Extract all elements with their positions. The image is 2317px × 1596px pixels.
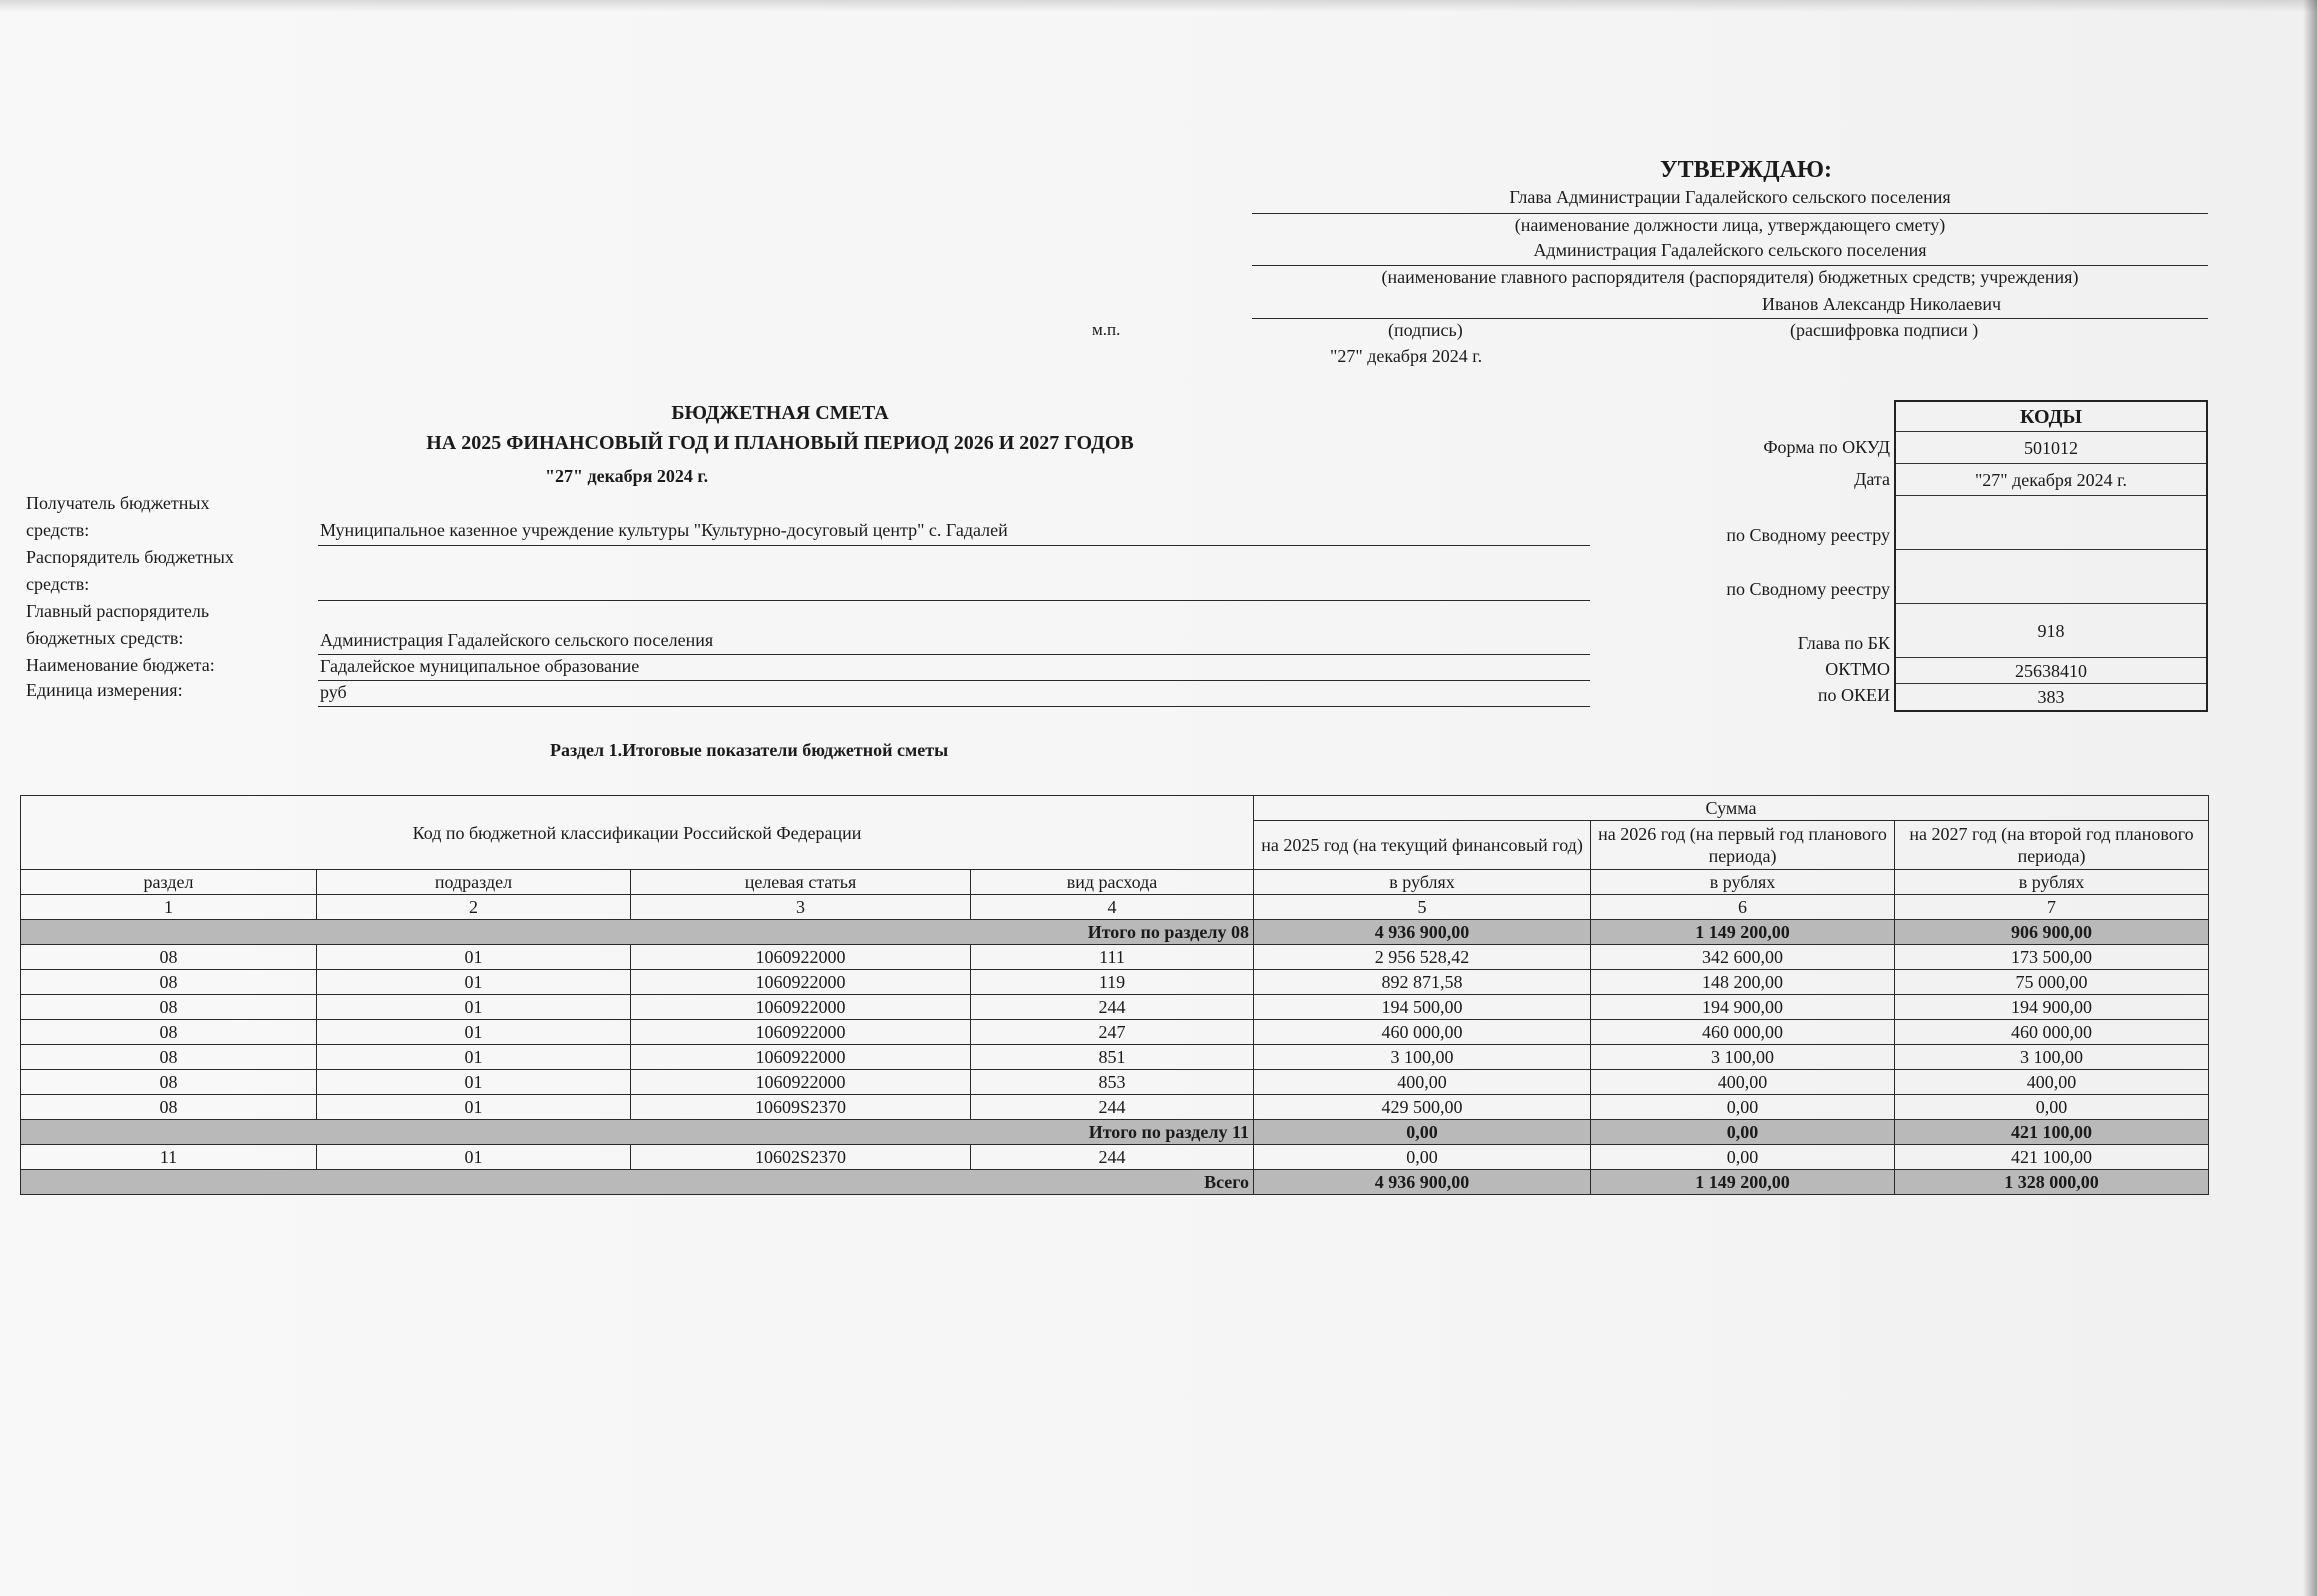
manager-label: Распорядитель бюджетных [26,547,234,567]
approver-position-line [1252,213,2208,214]
approver-organization-line [1252,265,2208,266]
unit-line [318,706,1590,707]
main-manager-label-2: бюджетных средств: [26,628,184,648]
scan-edge-shadow-top [0,0,2317,12]
budget-table [20,795,2209,1195]
unit-label: Единица измерения: [26,680,183,700]
code-header: Код по бюджетной классификации Российской Федерации [21,796,1254,870]
signer-name-caption: (расшифровка подписи ) [1790,320,1979,340]
total-section-08-row [21,920,2209,945]
approver-organization: Администрация Гадалейского сельского поселения [1533,240,1927,260]
table-row [21,1020,2209,1045]
total-section-08-row-y2027: 906 900,00 [1895,920,2209,945]
total-section-08-row-label: Итого по разделу 08 [21,920,1254,945]
registry-code-2 [1896,550,2206,604]
cell-target: 1060922000 [631,1020,971,1045]
main-manager-value: Администрация Гадалейского сельского поселения [320,630,714,650]
cell-section: 08 [21,1045,317,1070]
cell-subsection: 01 [317,995,631,1020]
unit-2027: в рублях [1895,870,2209,895]
cell-y2025: 194 500,00 [1254,995,1591,1020]
cell-y2025: 2 956 528,42 [1254,945,1591,970]
approval-date: "27" декабря 2024 г. [1330,346,1483,366]
cell-y2025: 0,00 [1254,1145,1591,1170]
cell-y2027: 0,00 [1895,1095,2209,1120]
cell-subsection: 01 [317,1145,631,1170]
col-number: 6 [1591,895,1895,920]
col-number: 7 [1895,895,2209,920]
cell-section: 08 [21,945,317,970]
grand-total-row-y2026: 1 149 200,00 [1591,1170,1895,1195]
cell-subsection: 01 [317,1095,631,1120]
date-code: "27" декабря 2024 г. [1896,464,2206,496]
col-number: 1 [21,895,317,920]
okei-code: 383 [2037,687,2065,707]
cell-expense: 119 [971,970,1254,995]
table-row [21,995,2209,1020]
cell-expense: 853 [971,1070,1254,1095]
unit-2026: в рублях [1591,870,1895,895]
cell-y2027: 3 100,00 [1895,1045,2209,1070]
oktmo-label: ОКТМО [1825,659,1890,679]
cell-target: 1060922000 [631,970,971,995]
year-2027-header: на 2027 год (на второй год планового периода) [1895,821,2209,870]
registry-code-1 [1896,496,2206,550]
section-title: Раздел 1.Итоговые показатели бюджетной сметы [550,740,949,760]
document-title: БЮДЖЕТНАЯ СМЕТА [671,402,889,424]
signature-caption: (подпись) [1388,320,1463,340]
cell-subsection: 01 [317,1045,631,1070]
total-section-08-row-y2026: 1 149 200,00 [1591,920,1895,945]
document-date: "27" декабря 2024 г. [545,466,709,486]
approval-title: УТВЕРЖДАЮ: [1660,157,1833,183]
budget-label: Наименование бюджета: [26,655,215,675]
main-manager-label: Главный распорядитель [26,601,210,621]
total-section-11-row-y2027: 421 100,00 [1895,1120,2209,1145]
col-section-header: раздел [21,870,317,895]
total-section-11-row-label: Итого по разделу 11 [21,1120,1254,1145]
approver-name: Иванов Александр Николаевич [1762,294,2002,314]
year-2025-header: на 2025 год (на текущий финансовый год) [1254,821,1591,870]
cell-section: 11 [21,1145,317,1170]
col-number: 5 [1254,895,1591,920]
recipient-label-2: средств: [26,520,90,540]
okei-label: по ОКЕИ [1817,685,1890,705]
signature-line [1252,318,2208,319]
unit-2025: в рублях [1254,870,1591,895]
cell-y2027: 400,00 [1895,1070,2209,1095]
table-row [21,1145,2209,1170]
main-manager-line [318,654,1590,655]
cell-y2027: 75 000,00 [1895,970,2209,995]
date-code-label: Дата [1854,469,1890,489]
unit-value: руб [320,682,347,702]
chapter-label: Глава по БК [1797,633,1890,653]
okud-code: 501012 [1896,432,2206,464]
grand-total-row-label: Всего [21,1170,1254,1195]
grand-total-row-y2025: 4 936 900,00 [1254,1170,1591,1195]
cell-y2027: 194 900,00 [1895,995,2209,1020]
manager-label-2: средств: [26,574,90,594]
cell-expense: 244 [971,1145,1254,1170]
stamp-place-label: м.п. [1092,320,1121,339]
cell-section: 08 [21,1095,317,1120]
cell-y2025: 892 871,58 [1254,970,1591,995]
cell-expense: 244 [971,995,1254,1020]
cell-y2026: 400,00 [1591,1070,1895,1095]
total-section-11-row [21,1120,2209,1145]
approver-position: Глава Администрации Гадалейского сельского поселения [1509,187,1951,207]
cell-y2027: 173 500,00 [1895,945,2209,970]
col-number: 3 [631,895,971,920]
grand-total-row [21,1170,2209,1195]
codes-box [1894,400,2208,712]
cell-target: 10602S2370 [631,1145,971,1170]
table-row [21,945,2209,970]
cell-target: 1060922000 [631,945,971,970]
cell-target: 10609S2370 [631,1095,971,1120]
cell-target: 1060922000 [631,1070,971,1095]
cell-section: 08 [21,1070,317,1095]
total-section-11-row-y2026: 0,00 [1591,1120,1895,1145]
cell-section: 08 [21,995,317,1020]
registry-label-1: по Сводному реестру [1726,525,1890,545]
approver-organization-caption: (наименование главного распорядителя (распорядителя) бюджетных средств; учреждения) [1381,267,2079,287]
cell-expense: 851 [971,1045,1254,1070]
cell-y2025: 429 500,00 [1254,1095,1591,1120]
cell-y2026: 3 100,00 [1591,1045,1895,1070]
document-subtitle: НА 2025 ФИНАНСОВЫЙ ГОД И ПЛАНОВЫЙ ПЕРИОД 2026 И 2027 ГОДОВ [426,432,1134,454]
cell-y2025: 460 000,00 [1254,1020,1591,1045]
registry-label-2: по Сводному реестру [1726,579,1890,599]
budget-value: Гадалейское муниципальное образование [320,656,640,676]
cell-expense: 111 [971,945,1254,970]
okud-label: Форма по ОКУД [1763,437,1890,457]
cell-subsection: 01 [317,1020,631,1045]
budget-line [318,680,1590,681]
col-number: 4 [971,895,1254,920]
approver-position-caption: (наименование должности лица, утверждающего смету) [1514,215,1946,235]
recipient-line [318,545,1590,546]
cell-y2026: 0,00 [1591,1145,1895,1170]
cell-expense: 244 [971,1095,1254,1120]
cell-y2026: 342 600,00 [1591,945,1895,970]
total-section-08-row-y2025: 4 936 900,00 [1254,920,1591,945]
cell-section: 08 [21,970,317,995]
codes-header: КОДЫ [1896,402,2206,432]
sum-header: Сумма [1254,796,2209,821]
cell-y2027: 460 000,00 [1895,1020,2209,1045]
table-row [21,1095,2209,1120]
cell-y2026: 0,00 [1591,1095,1895,1120]
table-row [21,1045,2209,1070]
table-row [21,970,2209,995]
cell-y2027: 421 100,00 [1895,1145,2209,1170]
recipient-value: Муниципальное казенное учреждение культуры "Культурно-досуговый центр" с. Гадалей [320,520,1008,540]
oktmo-code: 25638410 [1896,658,2206,684]
cell-subsection: 01 [317,970,631,995]
cell-y2026: 460 000,00 [1591,1020,1895,1045]
scan-edge-shadow-right [2303,0,2317,1596]
table-row [21,1070,2209,1095]
chapter-code: 918 [1896,604,2206,658]
cell-section: 08 [21,1020,317,1045]
col-target-header: целевая статья [631,870,971,895]
col-subsection-header: подраздел [317,870,631,895]
cell-y2026: 194 900,00 [1591,995,1895,1020]
cell-target: 1060922000 [631,1045,971,1070]
col-number: 2 [317,895,631,920]
total-section-11-row-y2025: 0,00 [1254,1120,1591,1145]
cell-expense: 247 [971,1020,1254,1045]
cell-subsection: 01 [317,945,631,970]
manager-line [318,600,1590,601]
recipient-label: Получатель бюджетных [26,493,210,513]
cell-y2025: 3 100,00 [1254,1045,1591,1070]
cell-y2025: 400,00 [1254,1070,1591,1095]
cell-subsection: 01 [317,1070,631,1095]
col-expense-header: вид расхода [971,870,1254,895]
grand-total-row-y2027: 1 328 000,00 [1895,1170,2209,1195]
cell-y2026: 148 200,00 [1591,970,1895,995]
year-2026-header: на 2026 год (на первый год планового периода) [1591,821,1895,870]
cell-target: 1060922000 [631,995,971,1020]
